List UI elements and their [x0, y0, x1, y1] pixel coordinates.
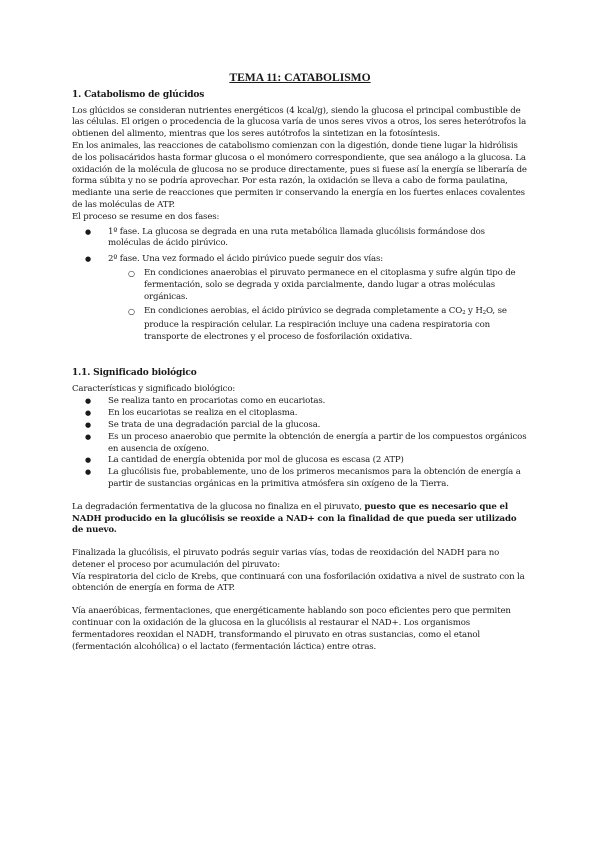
list-item: ● La cantidad de energía obtenida por mol de glucosa es escasa (2 ATP) — [72, 455, 528, 467]
aerobic-text-a: En condiciones aerobias, el ácido pirúvico se degrada completamente a CO — [144, 306, 463, 317]
characteristics-list — [72, 396, 528, 490]
list-item: ● En los eucariotas se realiza en el citoplasma. — [72, 408, 528, 420]
anaerobic-text: En condiciones anaerobias el piruvato permanece en el citoplasma y sufre algún tipo de fermentación, solo se degrada y oxida parcialmente, dando lugar a otras moléculas orgánicas. — [144, 267, 516, 302]
phase-2-sublist — [108, 268, 528, 344]
aerobic-text-c: O, se produce la respiración celular. La respiración incluye una cadena respiratoria con transporte de electrones y el proceso de fosforilación oxidativa. — [144, 306, 507, 342]
document-page — [72, 72, 528, 653]
list-item-phase-1 — [72, 227, 528, 251]
list-item: ● Es un proceso anaerobio que permite la obtención de energía a partir de los compuestos orgánicos en ausencia de oxígeno. — [72, 432, 528, 456]
section-heading-significado-biologico: 1.1. Significado biológico — [72, 367, 197, 378]
list-item: ● Se realiza tanto en procariotas como en eucariotas. — [72, 396, 528, 408]
paragraph-caracteristicas: Características y significado biológico: — [72, 383, 236, 394]
paragraph-via-anaerobica: Vía anaeróbicas, fermentaciones, que energéticamente hablando son poco eficientes pero que permiten continuar con la oxidación de la glucosa en la glucólisis al restaurar el NAD+. Los organismos fermentadores reoxidan el NADH, transformando el piruvato en otras sustancias, como el etanol (fermentación alcohólica) o el lactato (fermentación láctica) entre otras. — [72, 606, 511, 652]
document-title: TEMA 11: CATABOLISMO — [229, 71, 371, 84]
paragraph-via-respiratoria: Vía respiratoria del ciclo de Krebs, que continuará con una fosforilación oxidativa a nivel de sustrato con la obtención de energía en forma de ATP. — [72, 571, 525, 594]
aerobic-text-b: y H — [465, 306, 483, 317]
list-item: ● Se trata de una degradación parcial de la glucosa. — [72, 420, 528, 432]
paragraph-animales: En los animales, las reacciones de catabolismo comienzan con la digestión, donde tiene lugar la hidrólisis de los polisacáridos hasta formar glucosa o el monómero correspondiente, que sea análogo a la glucosa. La oxidación de la molécula de glucosa no se produce directamente, pues si fuese así la energía se liberaría de forma súbita y no se podría aprovechar. Por esta razón, la oxidación se lleva a cabo de forma paulatina, mediante una serie de reacciones que permiten ir conservando la energía en los fuertes enlaces covalentes de las moléculas de ATP. — [72, 140, 527, 210]
paragraph-dos-fases: El proceso se resume en dos fases: — [72, 211, 220, 222]
paragraph-glucidos-intro: Los glúcidos se consideran nutrientes energéticos (4 kcal/g), siendo la glucosa el principal combustible de las células. El origen o procedencia de la glucosa varía de unos seres vivos a otros, los seres heterótrofos la obtienen del alimento, mientras que los seres autótrofos la sintetizan en la fotosíntesis. — [72, 105, 527, 140]
degradacion-text: La degradación fermentativa de la glucosa no finaliza en el piruvato, — [72, 501, 365, 512]
list-item: ● La glucólisis fue, probablemente, uno de los primeros mecanismos para la obtención de energía a partir de sustancias orgánicas en la primitiva atmósfera sin oxígeno de la Tierra. — [72, 467, 528, 491]
list-item-aerobic — [108, 306, 528, 343]
section-heading-catabolismo-glucidos: 1. Catabolismo de glúcidos — [72, 89, 205, 100]
degradacion-bold-text: puesto que es necesario que el NADH producido en la glucólisis se reoxide a NAD+ con la finalidad de que pueda ser utilizado de nuevo. — [72, 501, 517, 536]
paragraph-finalizada-glucolisis: Finalizada la glucólisis, el piruvato podrás seguir varias vías, todas de reoxidación del NADH para no detener el proceso por acumulación del piruvato: — [72, 548, 500, 570]
h2o-subscript: 2 — [482, 310, 487, 317]
list-item-phase-2 — [72, 254, 528, 344]
co2-subscript: 2 — [462, 310, 466, 317]
phase-1-text: 1º fase. La glucosa se degrada en una ruta metabólica llamada glucólisis formándose dos moléculas de ácido pirúvico. — [108, 226, 485, 249]
list-item-anaerobic — [108, 268, 528, 303]
phase-2-text: 2º fase. Una vez formado el ácido pirúvico puede seguir dos vías: — [108, 254, 384, 265]
phases-list — [72, 227, 528, 344]
paragraph-degradacion-fermentativa — [72, 502, 528, 537]
